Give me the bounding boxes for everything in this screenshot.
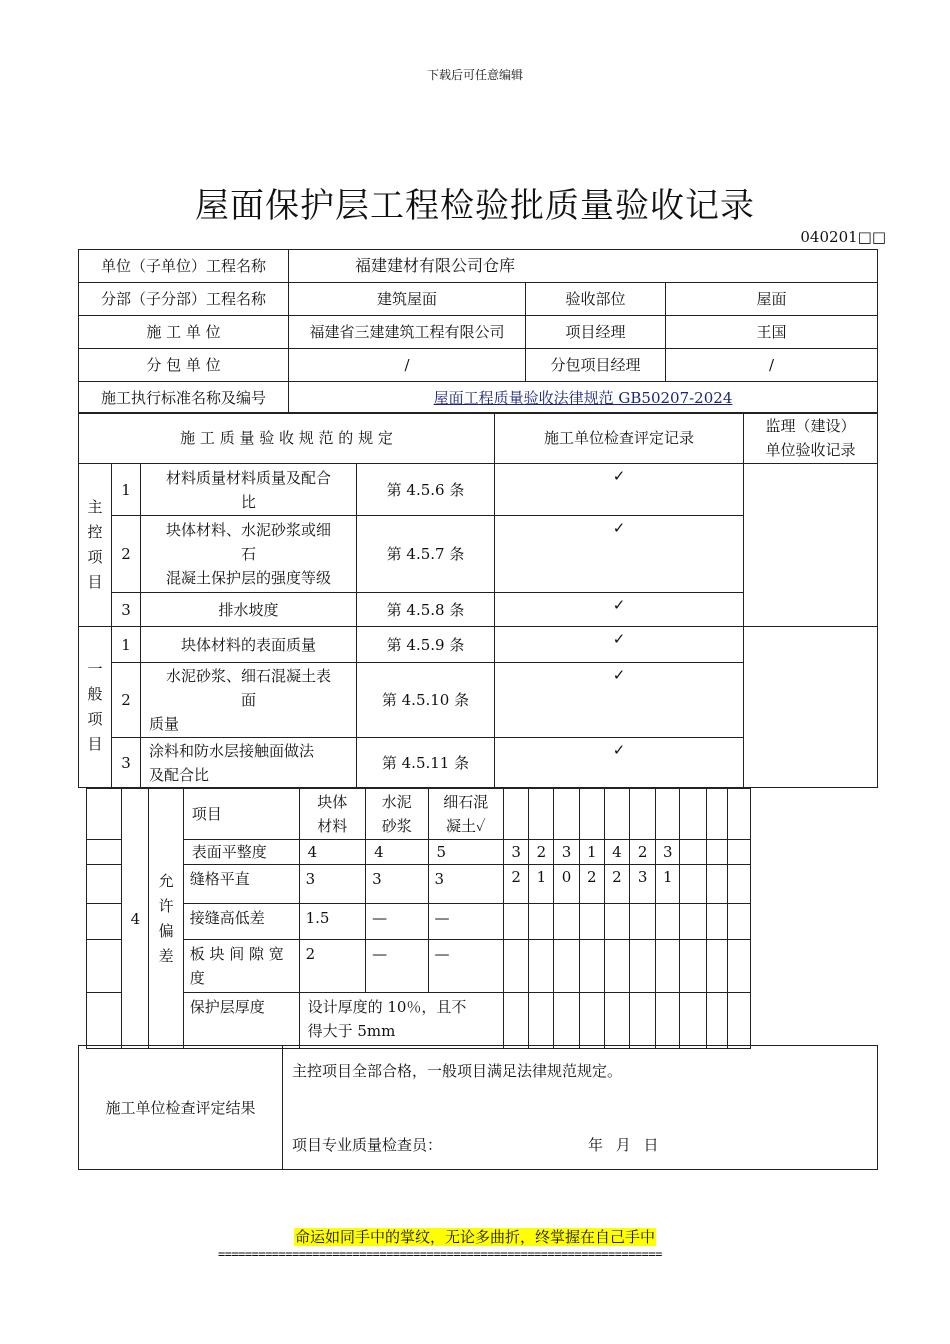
tol-col-concrete: 细石混 凝土✓ <box>428 789 504 840</box>
tol-value: 1.5 <box>299 904 366 940</box>
project-manager-value: 王国 <box>666 316 878 349</box>
general-item-name: 涂料和防水层接触面做法 及配合比 <box>141 738 357 788</box>
tol-measure <box>604 940 629 993</box>
tol-measure: 0 <box>554 865 579 904</box>
tol-measure <box>529 940 554 993</box>
check-header: 施工单位检查评定记录 <box>495 413 744 464</box>
tol-measure: 4 <box>604 840 629 865</box>
tol-measure: 2 <box>630 840 656 865</box>
tol-measure: 1 <box>656 865 680 904</box>
tol-measure <box>604 789 629 840</box>
main-item-no: 1 <box>112 464 141 516</box>
tol-measure <box>529 904 554 940</box>
tol-measure <box>604 904 629 940</box>
tol-measure <box>504 904 529 940</box>
tol-measure <box>529 789 554 840</box>
tol-value: — <box>366 940 428 993</box>
tol-measure <box>727 940 750 993</box>
contractor-value: 福建省三建建筑工程有限公司 <box>289 316 526 349</box>
main-item-clause: 第 4.5.7 条 <box>357 516 495 593</box>
tol-row-name: 接缝高低差 <box>183 904 299 940</box>
general-item-clause: 第 4.5.10 条 <box>357 663 495 738</box>
tolerance-table <box>86 788 751 1049</box>
result-conclusion: 主控项目全部合格，一般项目满足法律规范规定。 <box>292 1062 623 1080</box>
main-item-name: 排水坡度 <box>141 593 357 627</box>
acceptance-part-value: 屋面 <box>666 283 878 316</box>
tol-measure <box>727 993 750 1049</box>
tol-no: 4 <box>122 789 149 1049</box>
tol-measure: 3 <box>504 840 529 865</box>
tol-measure <box>656 904 680 940</box>
sub-manager-label: 分包项目经理 <box>526 349 666 382</box>
tol-merged-spec: 设计厚度的 10％，且不 得大于 5mm <box>299 993 504 1049</box>
main-group-label <box>79 464 112 627</box>
items-table <box>78 412 878 788</box>
tol-value: — <box>428 904 504 940</box>
general-item-check: ✓ <box>495 627 744 663</box>
tol-measure: 1 <box>529 865 554 904</box>
tol-blank <box>87 789 122 840</box>
standard-label: 施工执行标准名称及编号 <box>79 382 289 414</box>
tol-measure <box>579 993 604 1049</box>
tol-measure: 3 <box>554 840 579 865</box>
tol-col-block: 块体 材料 <box>299 789 366 840</box>
tol-measure <box>554 940 579 993</box>
tol-measure <box>727 789 750 840</box>
main-item-check: ✓ <box>495 516 744 593</box>
main-item-check: ✓ <box>495 593 744 627</box>
general-item-name: 水泥砂浆、细石混凝土表 面 质量 <box>141 663 357 738</box>
tol-measure <box>554 904 579 940</box>
general-item-no: 2 <box>112 663 141 738</box>
main-item-name: 块体材料、水泥砂浆或细 石 混凝土保护层的强度等级 <box>141 516 357 593</box>
tol-measure <box>706 865 727 904</box>
general-item-no: 3 <box>112 738 141 788</box>
supervisor-header-line2: 单位验收记录 <box>765 441 856 459</box>
spec-header: 施 工 质 量 验 收 规 范 的 规 定 <box>79 413 495 464</box>
main-item-clause: 第 4.5.8 条 <box>357 593 495 627</box>
tol-value: 4 <box>299 840 366 865</box>
inspector-label: 项目专业质量检查员： <box>292 1136 443 1154</box>
general-item-clause: 第 4.5.9 条 <box>357 627 495 663</box>
tol-measure: 2 <box>579 865 604 904</box>
footer-motto: 命运如同手中的掌纹，无论多曲折，终掌握在自己手中 <box>294 1228 655 1246</box>
tol-measure <box>680 904 706 940</box>
unit-name-label: 单位（子单位）工程名称 <box>79 250 289 283</box>
general-item-clause: 第 4.5.11 条 <box>357 738 495 788</box>
supervisor-header <box>744 413 878 464</box>
tol-measure <box>554 789 579 840</box>
tol-measure: 3 <box>630 865 656 904</box>
tol-measure <box>630 993 656 1049</box>
main-item-clause: 第 4.5.6 条 <box>357 464 495 516</box>
tol-item-header: 项目 <box>183 789 299 840</box>
tol-measure <box>727 840 750 865</box>
main-item-no: 3 <box>112 593 141 627</box>
tol-measure <box>656 940 680 993</box>
supervisor-header-line1: 监理（建设） <box>765 417 856 435</box>
tol-blank <box>87 904 122 940</box>
tol-measure <box>680 993 706 1049</box>
tol-measure <box>706 904 727 940</box>
tol-measure: 2 <box>604 865 629 904</box>
tol-measure <box>706 940 727 993</box>
tol-measure <box>529 993 554 1049</box>
tol-measure <box>680 865 706 904</box>
general-item-check: ✓ <box>495 663 744 738</box>
contractor-label: 施 工 单 位 <box>79 316 289 349</box>
tol-measure <box>680 789 706 840</box>
unit-name-value: 福建建材有限公司仓库 <box>289 250 878 283</box>
tol-measure <box>630 904 656 940</box>
tol-measure: 3 <box>656 840 680 865</box>
tol-group-label <box>149 789 183 1049</box>
tol-measure <box>680 840 706 865</box>
tol-measure: 2 <box>504 865 529 904</box>
subcontractor-value: / <box>289 349 526 382</box>
tol-measure <box>579 940 604 993</box>
tol-measure <box>630 789 656 840</box>
tol-blank <box>87 940 122 993</box>
sub-manager-value: / <box>666 349 878 382</box>
tol-blank <box>87 865 122 904</box>
tol-measure <box>604 993 629 1049</box>
tol-value: — <box>428 940 504 993</box>
result-label: 施工单位检查评定结果 <box>79 1046 283 1170</box>
tol-measure <box>656 993 680 1049</box>
tol-measure <box>504 993 529 1049</box>
main-group-chars: 主 控 项 目 <box>87 498 103 591</box>
tol-row-name: 表面平整度 <box>183 840 299 865</box>
tol-col-mortar: 水泥 砂浆 <box>366 789 428 840</box>
general-supervisor-cell <box>744 627 878 788</box>
tol-row-name: 板 块 间 隙 宽 度 <box>183 940 299 993</box>
tol-row-name: 保护层厚度 <box>183 993 299 1049</box>
tol-blank <box>87 993 122 1049</box>
general-item-no: 1 <box>112 627 141 663</box>
tol-measure <box>727 904 750 940</box>
tol-measure <box>706 840 727 865</box>
tol-measure <box>706 789 727 840</box>
tol-row-name: 缝格平直 <box>183 865 299 904</box>
result-date: 年 月 日 <box>588 1136 663 1154</box>
tol-measure <box>579 904 604 940</box>
tol-value: — <box>366 904 428 940</box>
tol-measure <box>579 789 604 840</box>
tol-value: 4 <box>366 840 428 865</box>
tol-blank <box>87 840 122 865</box>
tol-measure <box>554 993 579 1049</box>
subdivision-value: 建筑屋面 <box>289 283 526 316</box>
header-note: 下载后可任意编辑 <box>426 68 523 82</box>
standard-link[interactable]: 屋面工程质量验收法律规范 GB50207-2024 <box>433 388 733 407</box>
tol-group-chars: 允 许 偏 差 <box>158 871 174 965</box>
general-group-chars: 一 般 项 目 <box>87 660 103 753</box>
main-item-check: ✓ <box>495 464 744 516</box>
tol-value: 3 <box>428 865 504 904</box>
tol-measure <box>680 940 706 993</box>
general-group-label <box>79 627 112 788</box>
acceptance-part-label: 验收部位 <box>526 283 666 316</box>
subdivision-label: 分部（子分部）工程名称 <box>79 283 289 316</box>
subcontractor-label: 分 包 单 位 <box>79 349 289 382</box>
tol-value: 2 <box>299 940 366 993</box>
main-item-name: 材料质量材料质量及配合 比 <box>141 464 357 516</box>
tol-value: 5 <box>428 840 504 865</box>
tol-value: 3 <box>299 865 366 904</box>
general-item-name: 块体材料的表面质量 <box>141 627 357 663</box>
page-title: 屋面保护层工程检验批质量验收记录 <box>195 186 755 226</box>
footer <box>0 1226 950 1247</box>
tol-measure <box>630 940 656 993</box>
form-code: 040201□□ <box>800 228 886 246</box>
main-supervisor-cell <box>744 464 878 627</box>
tol-measure: 1 <box>579 840 604 865</box>
tol-measure <box>504 940 529 993</box>
footer-rule: ================================================================== <box>218 1247 662 1261</box>
tol-measure <box>706 993 727 1049</box>
tol-measure <box>504 789 529 840</box>
project-manager-label: 项目经理 <box>526 316 666 349</box>
general-item-check: ✓ <box>495 738 744 788</box>
tol-measure: 2 <box>529 840 554 865</box>
project-info-table <box>78 249 878 414</box>
tol-measure <box>656 789 680 840</box>
tol-measure <box>727 865 750 904</box>
standard-value[interactable] <box>289 382 878 414</box>
main-item-no: 2 <box>112 516 141 593</box>
tol-value: 3 <box>366 865 428 904</box>
